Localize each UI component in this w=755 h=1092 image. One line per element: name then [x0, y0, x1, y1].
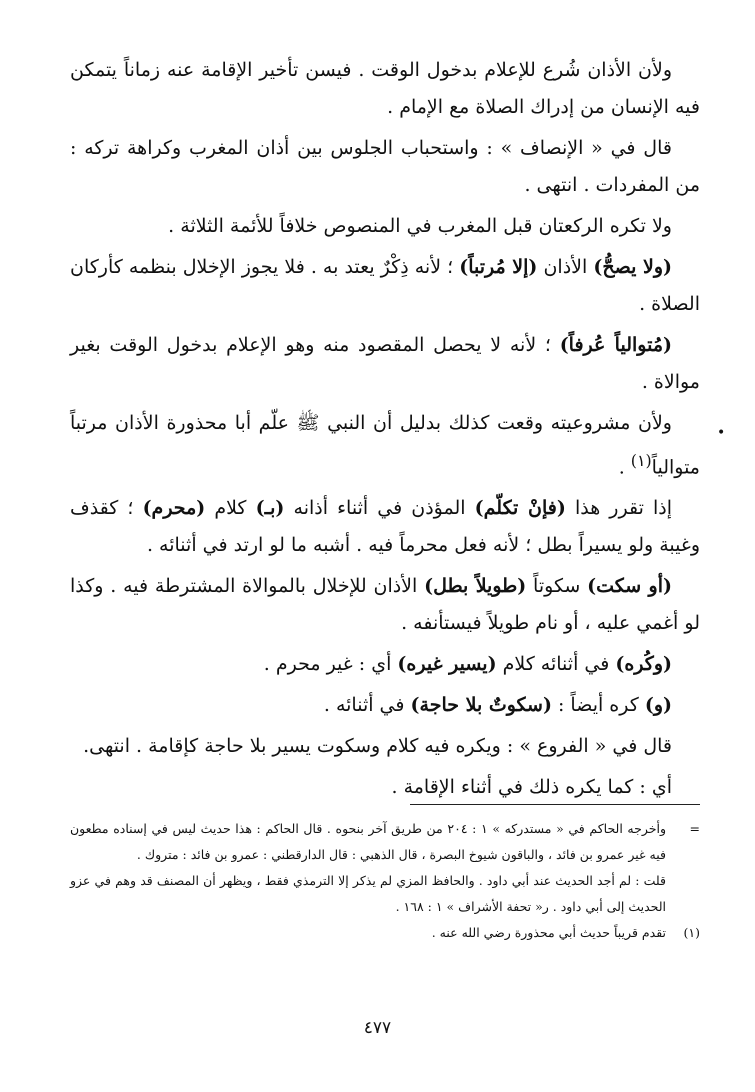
text-run: كره أيضاً :: [551, 694, 645, 717]
text-run: الأذان للإخلال بالموالاة المشترطة فيه . وكذا لو أغمي عليه ، أو نام طويلاً فيستأنفه .: [70, 575, 700, 635]
paragraph: [70, 52, 700, 126]
text-run: سكوتاً: [526, 575, 588, 598]
footnote: [70, 920, 700, 946]
bold-text: (محرم): [142, 497, 206, 520]
footnote: [70, 816, 700, 920]
bold-text: (و): [644, 694, 672, 717]
text-run: ؛ كقذف وغيبة ولو يسيراً بطل ؛ لأنه فعل محرماً فيه . أشبه ما لو ارتد في أثنائه .: [70, 497, 700, 557]
margin-mark: •: [717, 425, 726, 441]
paragraph: [70, 687, 700, 724]
bold-text: (يسير غيره): [397, 653, 497, 676]
paragraph: [70, 130, 700, 204]
bold-text: (بـ): [255, 497, 285, 520]
footnote-text: تقدم قريباً حديث أبي محذورة رضي الله عنه .: [431, 925, 666, 940]
text-run: الأذان: [537, 256, 594, 278]
bold-text: (أو سكت): [587, 575, 673, 598]
footnote-marker: =: [689, 821, 700, 836]
main-text: [70, 52, 700, 810]
bold-text: (مُتوالياً عُرفاً): [559, 334, 672, 356]
text-run: قال في « الفروع » : ويكره فيه كلام وسكوت يسير بلا حاجة كإقامة . انتهى.: [83, 735, 672, 758]
text-run: ؛ لأنه لا يحصل المقصود منه وهو الإعلام بدخول الوقت بغير موالاة .: [70, 334, 700, 393]
paragraph: [70, 568, 700, 642]
text-run: قال في « الإنصاف » : واستحباب الجلوس بين أذان المغرب وكراهة تركه : من المفردات . انتهى .: [70, 137, 700, 196]
bold-text: (ولا يصحُّ): [593, 256, 672, 278]
text-run: أي : غير محرم .: [263, 653, 398, 676]
text-run: في أثنائه .: [323, 694, 411, 717]
footnotes: [70, 816, 700, 946]
text-run: في أثنائه كلام: [496, 653, 616, 676]
paragraph: [70, 769, 700, 806]
text-run: ؛ لأنه ذِكْرٌ يعتد به . فلا يجوز الإخلال بنظمه كأركان الصلاة .: [70, 256, 700, 315]
paragraph: [70, 208, 700, 245]
footnote-text: وأخرجه الحاكم في « مستدركه » ١ : ٢٠٤ من طريق آخر بنحوه . قال الحاكم : هذا حديث ليس في إسناده مطعون فيه غير عمرو بن فائد ، والباقون شيوخ البصرة ، قال الذهبي : قال الدارقطني : عمرو بن فائد : متروك .: [70, 821, 666, 862]
page-number: ٤٧٧: [363, 1018, 392, 1038]
text-run: ولأن الأذان شُرع للإعلام بدخول الوقت . فيسن تأخير الإقامة عنه زماناً يتمكن فيه الإنسان من إدراك الصلاة مع الإمام .: [70, 59, 700, 118]
text-run: أي : كما يكره ذلك في أثناء الإقامة .: [391, 776, 672, 799]
bold-text: (وكُره): [615, 653, 672, 676]
bold-text: (إلا مُرتباً): [459, 256, 538, 278]
bold-text: (فإنْ تكلّم): [474, 497, 566, 520]
bold-text: (سكوتٌ بلا حاجة): [410, 694, 552, 717]
text-run: المؤذن في أثناء أذانه: [284, 497, 475, 520]
bold-text: (طويلاً بطل): [424, 575, 527, 598]
text-run: إذا تقرر هذا: [565, 497, 672, 520]
footnote-marker: (١): [683, 925, 700, 940]
footnote-reference: (١): [630, 451, 652, 470]
footnote-separator: [410, 804, 700, 805]
paragraph: [70, 249, 700, 323]
text-run: ولأن مشروعيته وقعت كذلك بدليل أن النبي ﷺ علّم أبا محذورة الأذان مرتباً متوالياً: [70, 412, 700, 479]
footnote-text: قلت : لم أجد الحديث عند أبي داود . والحافظ المزي لم يذكر إلا الترمذي فقط ، ويظهر أن المصنف قد وهم في عزو الحديث إلى أبي داود . ر« تحفة الأشراف » ١ : ١٦٨ .: [70, 873, 666, 914]
paragraph: [70, 728, 700, 765]
text-run: ولا تكره الركعتان قبل المغرب في المنصوص خلافاً للأئمة الثلاثة .: [168, 215, 672, 237]
text-run: كلام: [205, 497, 256, 520]
paragraph: [70, 646, 700, 683]
text-run: .: [618, 456, 631, 479]
paragraph: [70, 490, 700, 564]
paragraph: [70, 327, 700, 401]
paragraph: [70, 405, 700, 486]
